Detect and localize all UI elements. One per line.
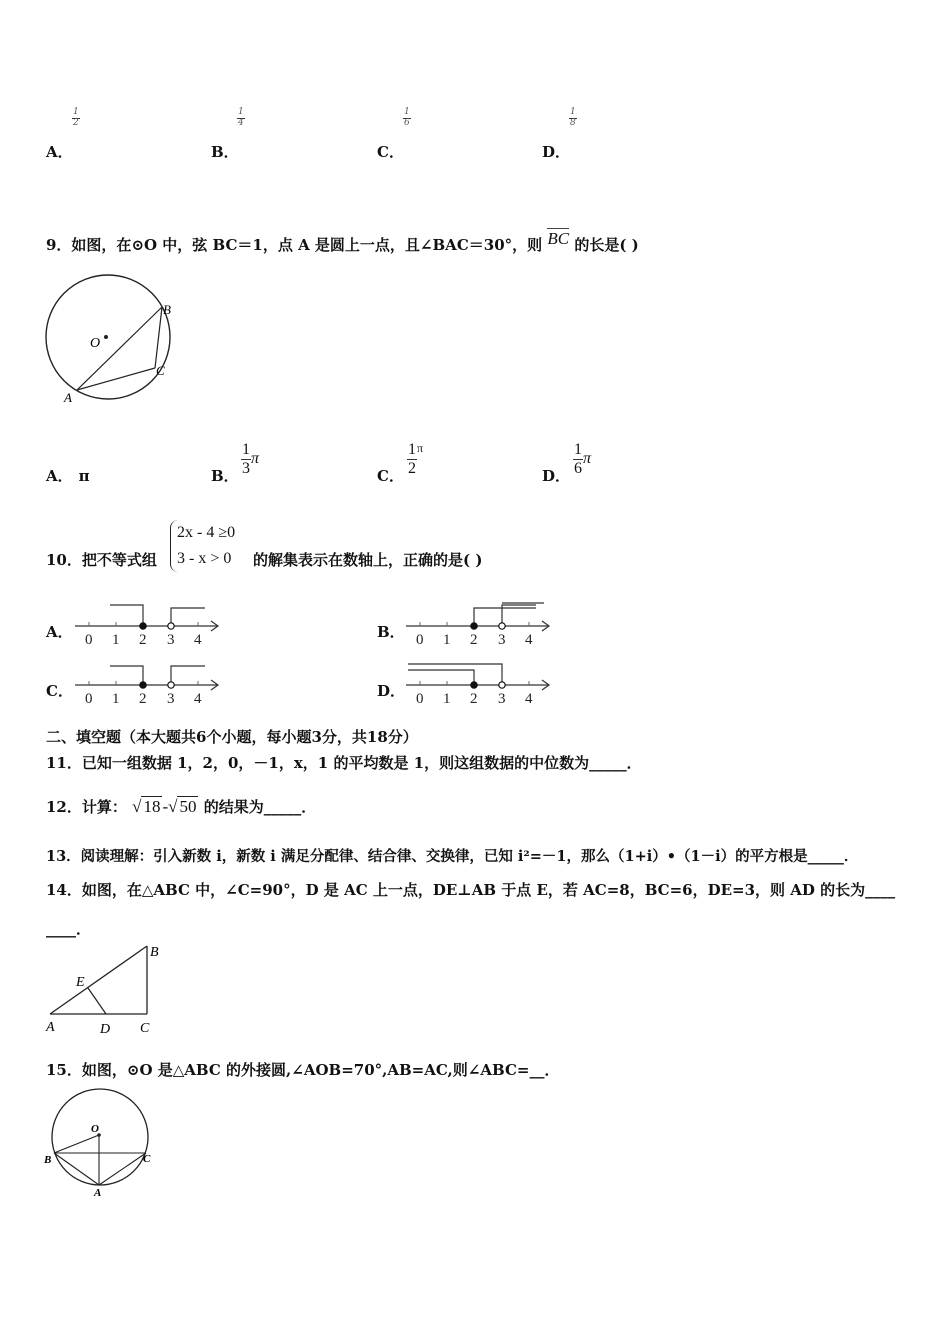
solution-ray [474, 608, 536, 626]
q10-number-line-d [403, 659, 558, 709]
q8-option-b-fraction: $\frac{1}{4}$ [238, 107, 244, 128]
q14-label-e: E [76, 975, 85, 990]
q9-option-c-value: $\frac{1}{2}$ $^\pi$ [408, 441, 424, 477]
q9-option-d-value: $\frac{1}{6}$ π [574, 441, 592, 477]
tick-label: 2 [470, 691, 478, 707]
tick-label: 1 [112, 632, 120, 648]
q10-option-c[interactable]: C． [46, 682, 73, 700]
q15-label-a: A [94, 1187, 102, 1199]
open-endpoint [499, 623, 505, 629]
q10-number-line-b [403, 600, 558, 650]
q15-circle-figure [40, 1085, 165, 1200]
q10-option-b[interactable]: B． [377, 623, 405, 641]
q13-text: 13．阅读理解：引入新数 i，新数 i 满足分配律、结合律、交换律，已知 i²=－1，那么（1+i）•（1－i）的平方根是_____． [46, 848, 859, 865]
q9-option-a[interactable]: A． π [46, 467, 90, 485]
q9-label-b: B [163, 302, 171, 317]
q9-chord-bc [155, 307, 162, 368]
q12-text: 12．计算： √ 18-√ 50 的结果为_____． [46, 797, 317, 816]
q15-radius-ob [54, 1135, 99, 1153]
q14-triangle-figure [40, 940, 170, 1040]
q14-label-d: D [100, 1022, 111, 1037]
q9-label-a: A [64, 390, 72, 405]
solution-ray [171, 608, 205, 626]
tick-label: 0 [85, 632, 93, 648]
q15-chord-ac [99, 1153, 146, 1185]
solution-ray [110, 605, 143, 626]
closed-endpoint [140, 623, 146, 629]
q12-sqrt-50: √ 50 [168, 797, 197, 816]
closed-endpoint [471, 623, 477, 629]
q11-text: 11．已知一组数据 1，2，0，－1，x，1 的平均数是 1，则这组数据的中位数为_____． [46, 754, 642, 772]
tick-label: 3 [498, 691, 506, 707]
q15-label-o: O [91, 1123, 99, 1135]
solution-ray [110, 666, 143, 685]
q9-center-dot [104, 335, 108, 339]
tick-label: 0 [416, 632, 424, 648]
q10-option-a[interactable]: A． [46, 623, 73, 641]
closed-endpoint [471, 682, 477, 688]
q10-inequality-2: 3 - x > 0 [177, 550, 232, 567]
tick-label: 1 [443, 632, 451, 648]
open-endpoint [168, 623, 174, 629]
tick-label: 4 [525, 691, 533, 707]
tick-label: 3 [167, 691, 175, 707]
tick-label: 4 [194, 691, 202, 707]
q8-option-a-fraction: $\frac{1}{2}$ [73, 107, 79, 128]
q9-option-b[interactable]: B． [211, 467, 239, 485]
tick-label: 2 [139, 632, 147, 648]
q10-option-d[interactable]: D． [377, 682, 406, 700]
tick-label: 4 [525, 632, 533, 648]
q9-circle-figure [42, 274, 182, 409]
q9-stem: 9．如图，在⊙O 中，弦 BC＝1，点 A 是圆上一点，且∠BAC＝30°，则 BC 的长是( ) [46, 229, 639, 254]
q8-option-a[interactable]: A． [46, 143, 73, 161]
q9-arc-bc: BC [547, 229, 570, 248]
q14-label-b: B [150, 945, 159, 960]
solution-ray [171, 666, 205, 685]
q10-number-line-a [72, 600, 227, 650]
q15-chord-ab [54, 1153, 99, 1185]
q8-option-c-fraction: $\frac{1}{6}$ [404, 107, 410, 128]
q8-option-c[interactable]: C． [377, 143, 404, 161]
q15-text: 15．如图，⊙O 是△ABC 的外接圆,∠AOB=70°,AB=AC,则∠ABC=__． [46, 1061, 560, 1079]
open-endpoint [168, 682, 174, 688]
q14-line1: 14．如图，在△ABC 中，∠C=90°，D 是 AC 上一点，DE⊥AB 于点 E，若 AC=8，BC=6，DE=3，则 AD 的长为____ [46, 881, 896, 899]
q15-label-c: C [143, 1153, 151, 1165]
tick-label: 2 [470, 632, 478, 648]
q10-number-line-c [72, 659, 227, 709]
open-endpoint [499, 682, 505, 688]
solution-ray [408, 664, 502, 685]
tick-label: 3 [498, 632, 506, 648]
q10-prefix: 10．把不等式组 [46, 551, 157, 569]
section2-heading: 二、填空题（本大题共6个小题，每小题3分，共18分） [46, 728, 418, 746]
closed-endpoint [140, 682, 146, 688]
q10-suffix: 的解集表示在数轴上，正确的是( ) [253, 551, 483, 569]
tick-label: 0 [85, 691, 93, 707]
tick-label: 3 [167, 632, 175, 648]
q8-option-b[interactable]: B． [211, 143, 239, 161]
solution-ray [408, 670, 474, 685]
q14-label-c: C [140, 1021, 150, 1036]
q14-line2: ____． [46, 920, 92, 938]
q9-option-b-value: $\frac{1}{3}$ π [242, 441, 260, 477]
tick-label: 1 [443, 691, 451, 707]
tick-label: 2 [139, 691, 147, 707]
tick-label: 1 [112, 691, 120, 707]
q9-label-o: O [90, 336, 101, 351]
q10-inequality-1: 2x - 4 ≥0 [177, 524, 236, 541]
q9-option-d[interactable]: D． [542, 467, 571, 485]
tick-label: 4 [194, 632, 202, 648]
q14-label-a: A [46, 1020, 55, 1035]
q10-inequality-system [170, 520, 235, 572]
q12-sqrt-18: √ 18 [132, 797, 161, 816]
tick-label: 0 [416, 691, 424, 707]
q9-option-c[interactable]: C． [377, 467, 404, 485]
q9-label-c: C [156, 363, 165, 378]
q14-segment-de [88, 988, 106, 1014]
q15-label-b: B [44, 1154, 52, 1166]
q8-option-d-fraction: $\frac{1}{8}$ [570, 107, 576, 128]
q15-circle [52, 1089, 148, 1185]
q8-option-d[interactable]: D． [542, 143, 571, 161]
